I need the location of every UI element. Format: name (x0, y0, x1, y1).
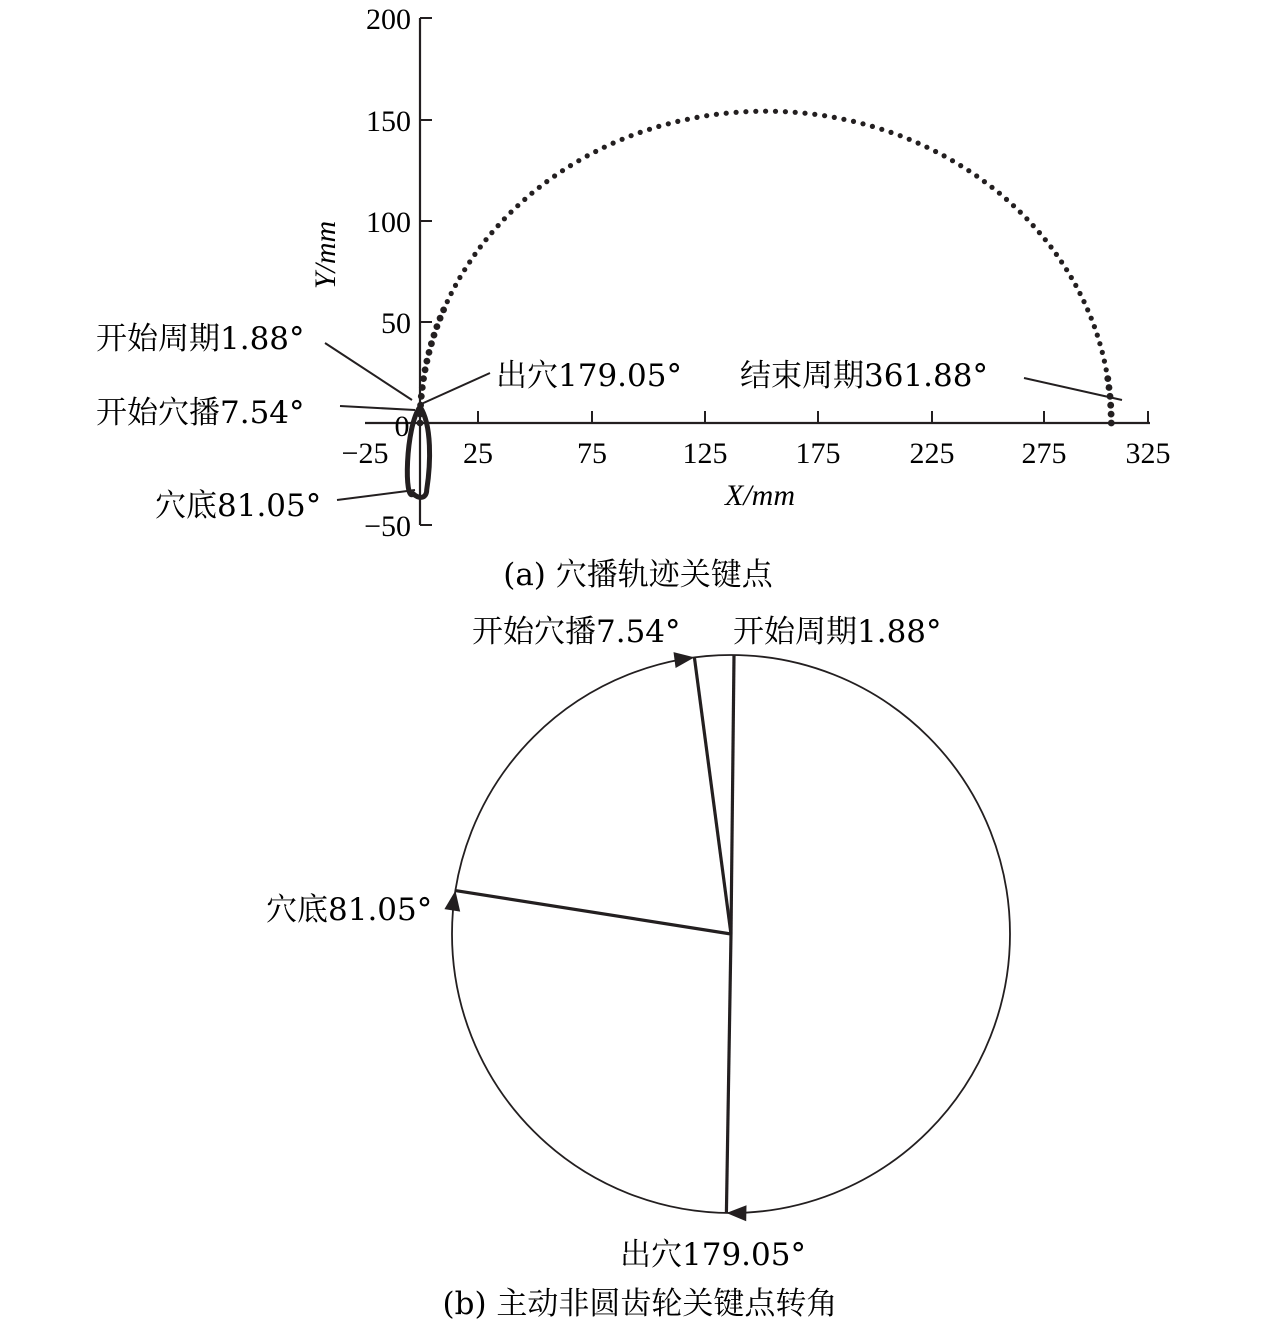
x-tick-label-minus25: −25 (341, 437, 389, 470)
x-tick-label-325: 325 (1125, 437, 1171, 470)
trajectory-point (449, 291, 454, 296)
x-ticks (342, 411, 1171, 470)
trajectory-point (502, 216, 507, 221)
trajectory-point (537, 185, 542, 190)
trajectory-point (1106, 384, 1113, 391)
trajectory-point (417, 420, 424, 427)
trajectory-point (656, 124, 661, 129)
trajectory-point (489, 230, 494, 235)
trajectory-point (1108, 420, 1115, 427)
trajectory-point (907, 137, 912, 142)
trajectory-point (1018, 210, 1023, 215)
caption-b: (b) 主动非圆齿轮关键点转角 (442, 1286, 838, 1322)
trajectory-point (576, 158, 581, 163)
chart-a (96, 3, 1171, 593)
trajectory-point (426, 349, 433, 356)
rotation-arrowhead (726, 1205, 746, 1221)
trajectory-point (472, 252, 477, 257)
trajectory-point (647, 127, 652, 132)
label-start-cycle: 开始周期1.88° (733, 614, 942, 650)
trajectory-point (522, 197, 527, 202)
trajectory-point (1011, 203, 1016, 208)
y-tick-label-50: 50 (381, 307, 411, 340)
trajectory-point (422, 366, 429, 373)
trajectory-point (593, 149, 598, 154)
trajectory-point (1059, 259, 1064, 264)
trajectory-point (832, 115, 837, 120)
x-tick-label-125: 125 (682, 437, 728, 470)
trajectory-point (620, 137, 625, 142)
x-tick-label-75: 75 (577, 437, 607, 470)
trajectory-point (841, 117, 846, 122)
annotation-end-cycle: 结束周期361.88° (740, 358, 988, 394)
trajectory-point (724, 111, 729, 116)
trajectory-point (431, 332, 438, 339)
trajectory-point (483, 237, 488, 242)
trajectory-point (916, 141, 921, 146)
trajectory-point (802, 111, 807, 116)
x-tick-label-275: 275 (1021, 437, 1067, 470)
trajectory-point (445, 299, 450, 304)
trajectory-point (428, 340, 435, 347)
leader-hole-bottom (337, 490, 415, 500)
annotation-exit-hole: 出穴179.05° (496, 358, 682, 394)
trajectory-point (924, 145, 929, 150)
trajectory-point (457, 275, 462, 280)
trajectory-point (997, 191, 1002, 196)
x-tick-label-225: 225 (909, 437, 955, 470)
y-tick-label-0: 0 (394, 410, 410, 443)
trajectory-point (602, 145, 607, 150)
trajectory-point (704, 113, 709, 118)
trajectory-point (467, 259, 472, 264)
trajectory-point (529, 191, 534, 196)
annotation-start-cycle: 开始周期1.88° (96, 321, 305, 357)
trajectory-point (1031, 223, 1036, 228)
trajectory-point (629, 133, 634, 138)
trajectory-point (1048, 244, 1053, 249)
trajectory-point (1102, 359, 1107, 364)
rotation-arrowhead (674, 652, 695, 668)
trajectory-point (974, 173, 979, 178)
y-tick-label-200: 200 (366, 3, 411, 36)
leader-exit-hole (419, 373, 490, 405)
trajectory-point (419, 384, 426, 391)
trajectory-point (950, 158, 955, 163)
trajectory-point (860, 121, 865, 126)
trajectory-point (1108, 411, 1115, 418)
trajectory-point (666, 121, 671, 126)
trajectory-point (958, 163, 963, 168)
x-tick-label-175: 175 (795, 437, 841, 470)
trajectory-point (585, 153, 590, 158)
trajectory-point (1069, 275, 1074, 280)
trajectory-point (1089, 316, 1094, 321)
trajectory-point (418, 393, 425, 400)
trajectory-point (743, 109, 748, 114)
y-tick-label-minus50: −50 (364, 510, 411, 543)
trajectory-point (898, 133, 903, 138)
trajectory-point (783, 109, 788, 114)
trajectory-point (611, 141, 616, 146)
trajectory-point (1054, 252, 1059, 257)
trajectory-point (822, 113, 827, 118)
trajectory-point (424, 358, 431, 365)
trajectory-point (544, 179, 549, 184)
trajectory-point (1085, 307, 1090, 312)
trajectory-point (773, 109, 778, 114)
label-start-seeding: 开始穴播7.54° (472, 614, 681, 650)
trajectory-point (508, 210, 513, 215)
leader-start-seeding (340, 406, 415, 410)
trajectory-point (437, 315, 444, 322)
trajectory-point (933, 149, 938, 154)
radius-exit-hole (726, 934, 731, 1213)
trajectory-point (434, 323, 441, 330)
y-tick-label-100: 100 (366, 206, 411, 239)
chart-b (266, 614, 1010, 1322)
annotation-hole-bottom: 穴底81.05° (155, 488, 322, 524)
trajectory-point (1004, 197, 1009, 202)
caption-a: (a) 穴播轨迹关键点 (503, 557, 773, 593)
trajectory-point (888, 130, 893, 135)
trajectory-point (552, 173, 557, 178)
trajectory-point (1107, 402, 1114, 409)
trajectory-point (1100, 350, 1105, 355)
trajectory-point (1077, 291, 1082, 296)
trajectory-point (568, 163, 573, 168)
trajectory-point (734, 110, 739, 115)
trajectory-point (478, 244, 483, 249)
trajectory-point (851, 119, 856, 124)
rotation-arrowhead (444, 891, 460, 912)
trajectory-point (420, 375, 427, 382)
annotation-start-seeding: 开始穴播7.54° (96, 395, 305, 431)
trajectory-point (753, 109, 758, 114)
trajectory-point (1043, 237, 1048, 242)
leader-start-cycle (325, 343, 412, 400)
x-tick-label-25: 25 (463, 437, 493, 470)
trajectory-point (515, 203, 520, 208)
trajectory-point (694, 115, 699, 120)
radius-start-cycle (731, 655, 734, 934)
trajectory-point (1073, 283, 1078, 288)
trajectory-point (1037, 230, 1042, 235)
trajectory-point (675, 119, 680, 124)
radius-hole-bottom (455, 891, 731, 934)
trajectory-point (1104, 375, 1111, 382)
trajectory-point (1092, 324, 1097, 329)
trajectory-point (812, 112, 817, 117)
label-hole-bottom: 穴底81.05° (266, 892, 433, 928)
trajectory-point (879, 127, 884, 132)
trajectory-point (1081, 299, 1086, 304)
radius-start-seeding (694, 657, 731, 934)
leader-lines (325, 343, 1122, 500)
trajectory-point (989, 185, 994, 190)
trajectory-point (966, 168, 971, 173)
y-tick-label-150: 150 (366, 105, 411, 138)
trajectory-point (1104, 367, 1109, 372)
trajectory-point (942, 153, 947, 158)
y-axis-title: Y/mm (309, 220, 342, 290)
trajectory-point (714, 112, 719, 117)
trajectory-point (1095, 333, 1100, 338)
trajectory-point (453, 283, 458, 288)
trajectory-point (982, 179, 987, 184)
trajectory-point (763, 109, 768, 114)
angle-radii (444, 652, 746, 1221)
trajectory-point (560, 168, 565, 173)
trajectory-point (462, 267, 467, 272)
trajectory-point (793, 110, 798, 115)
trajectory-point (870, 124, 875, 129)
trajectory-point (1097, 341, 1102, 346)
trajectory-point (496, 223, 501, 228)
label-exit-hole: 出穴179.05° (620, 1237, 806, 1273)
trajectory-point (685, 117, 690, 122)
trajectory-point (1024, 216, 1029, 221)
trajectory-point (638, 130, 643, 135)
trajectory-point (1064, 267, 1069, 272)
x-axis-title: X/mm (725, 479, 795, 512)
trajectory-point (440, 307, 447, 314)
